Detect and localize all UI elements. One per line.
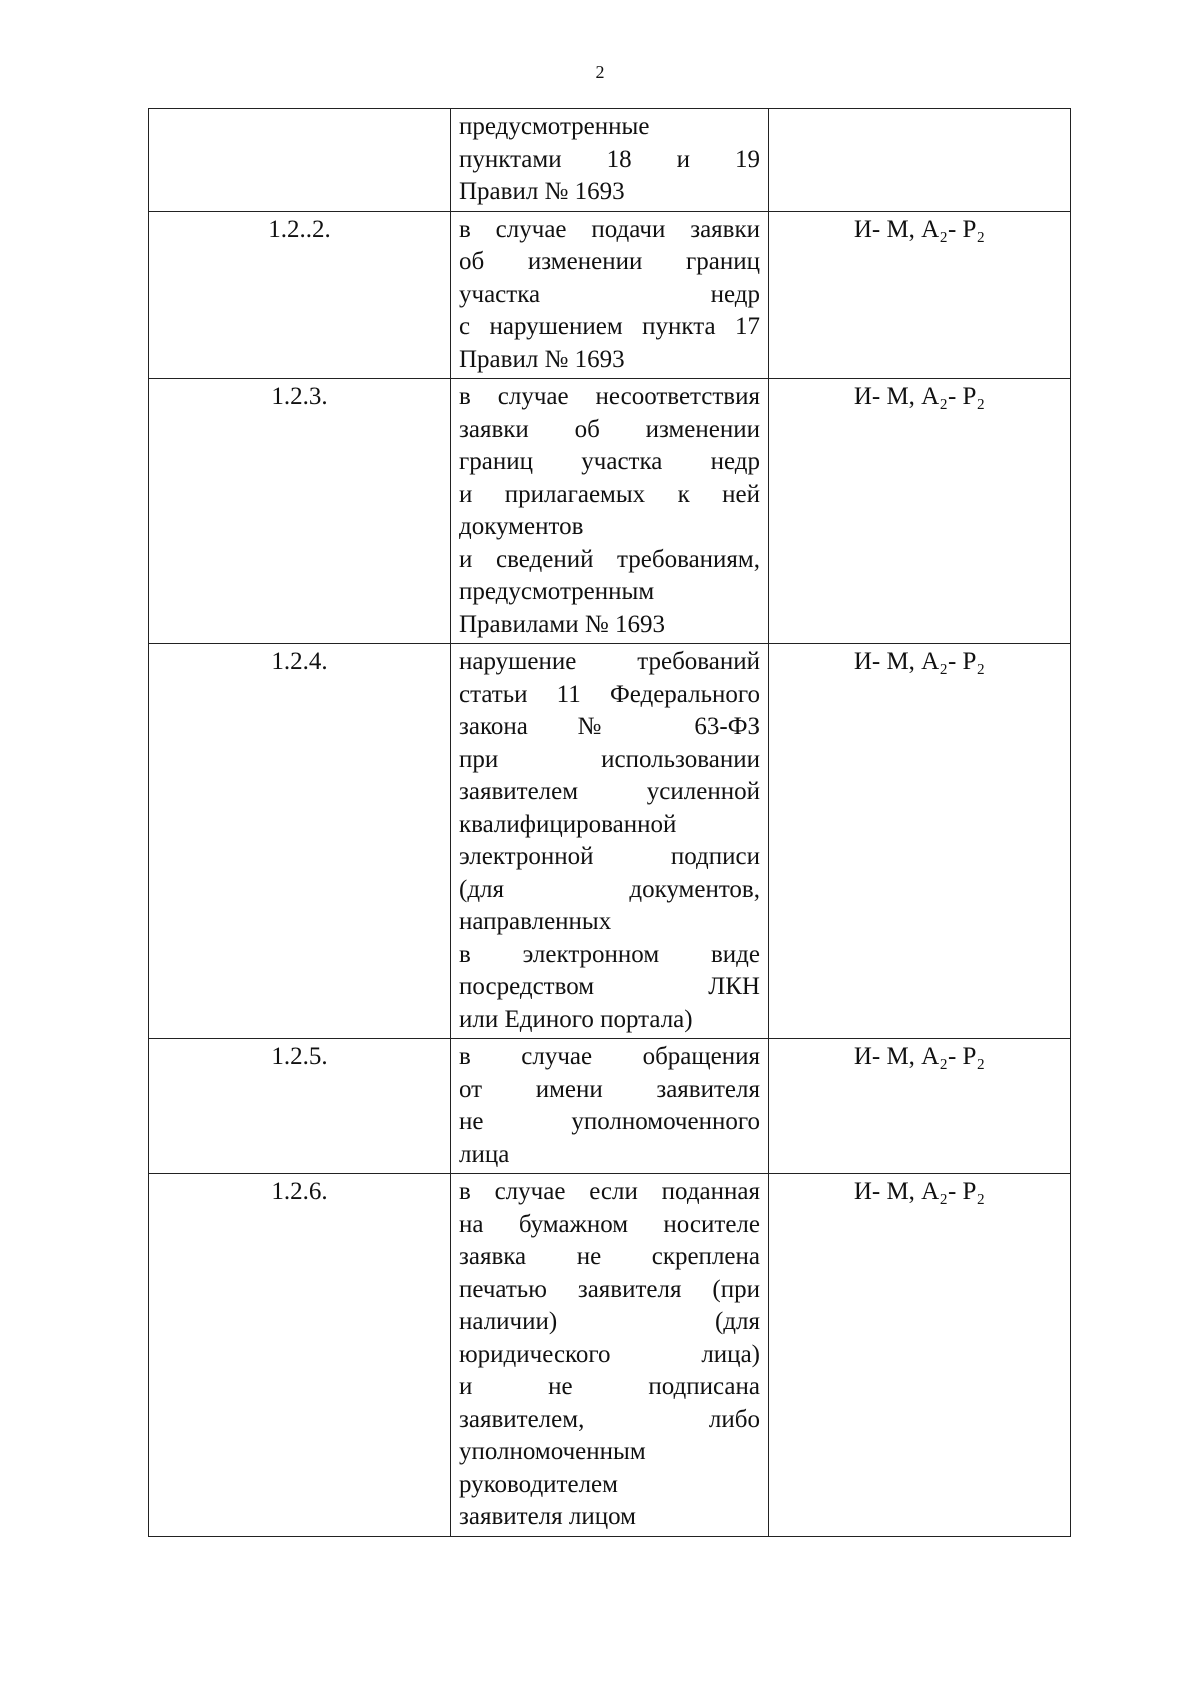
description-line: закона № 63-ФЗ — [459, 713, 760, 740]
description-line: нарушение требований — [459, 648, 760, 675]
description-line: от имени заявителя — [459, 1075, 760, 1103]
description-line: в электронном виде — [459, 940, 760, 968]
table-row — [149, 379, 1071, 644]
description-line: юридического лица) — [459, 1340, 760, 1368]
description-line: посредством ЛКН — [459, 973, 760, 1000]
description-line: и сведений требованиям, — [459, 545, 760, 573]
description-line: руководителем — [459, 1470, 618, 1498]
description-line: и не подписана — [459, 1373, 760, 1400]
description-line: Правил № 1693 — [459, 178, 625, 205]
description-line: наличии) (для — [459, 1308, 760, 1335]
code-cell: И- М, А₂- Р₂ — [769, 1174, 1071, 1537]
description-line: пунктами 18 и 19 — [459, 145, 760, 173]
description-line: участка недр — [459, 280, 760, 308]
table-row — [149, 644, 1071, 1039]
description-line: заявителем, либо — [459, 1405, 760, 1433]
description-cell — [451, 109, 769, 212]
description-line: Правилами № 1693 — [459, 610, 665, 638]
item-number-cell — [149, 109, 451, 212]
description-line: в случае несоответствия — [459, 383, 760, 410]
description-cell — [451, 379, 769, 644]
code-cell: И- М, А₂- Р₂ — [769, 379, 1071, 644]
description-line: в случае подачи заявки — [459, 215, 760, 243]
table-row — [149, 1039, 1071, 1174]
table-row — [149, 109, 1071, 212]
description-line: Правил № 1693 — [459, 345, 625, 373]
item-number-cell: 1.2.3. — [149, 379, 451, 644]
description-line: границ участка недр — [459, 448, 760, 475]
description-line: заявителя лицом — [459, 1503, 636, 1530]
description-line: предусмотренные — [459, 113, 650, 140]
description-line: (для документов, — [459, 875, 760, 903]
description-line: в случае обращения — [459, 1043, 760, 1070]
table-body — [149, 109, 1071, 1537]
description-line: документов — [459, 513, 584, 540]
description-line: печатью заявителя (при — [459, 1275, 760, 1303]
code-cell: И- М, А₂- Р₂ — [769, 211, 1071, 379]
description-cell — [451, 644, 769, 1039]
item-number-cell: 1.2..2. — [149, 211, 451, 379]
description-cell — [451, 1174, 769, 1537]
table-row — [149, 211, 1071, 379]
code-cell: И- М, А₂- Р₂ — [769, 644, 1071, 1039]
item-number-cell: 1.2.5. — [149, 1039, 451, 1174]
description-line: заявителем усиленной — [459, 778, 760, 805]
description-line: заявки об изменении — [459, 415, 760, 443]
description-line: при использовании — [459, 745, 760, 773]
item-number-cell: 1.2.4. — [149, 644, 451, 1039]
description-line: или Единого портала) — [459, 1005, 693, 1033]
table-row — [149, 1174, 1071, 1537]
item-number-cell: 1.2.6. — [149, 1174, 451, 1537]
description-line: заявка не скреплена — [459, 1243, 760, 1270]
description-cell — [451, 1039, 769, 1174]
description-line: в случае если поданная — [459, 1178, 760, 1205]
description-line: об изменении границ — [459, 248, 760, 275]
description-line: электронной подписи — [459, 843, 760, 870]
code-cell: И- М, А₂- Р₂ — [769, 1039, 1071, 1174]
description-line: предусмотренным — [459, 578, 655, 605]
description-line: с нарушением пункта 17 — [459, 313, 760, 340]
description-line: направленных — [459, 908, 612, 935]
page-number: 2 — [595, 62, 605, 82]
description-line: лица — [459, 1140, 510, 1168]
description-cell — [451, 211, 769, 379]
code-cell — [769, 109, 1071, 212]
description-line: на бумажном носителе — [459, 1210, 760, 1238]
description-line: квалифицированной — [459, 810, 677, 838]
description-line: и прилагаемых к ней — [459, 480, 760, 508]
description-line: статьи 11 Федерального — [459, 680, 760, 708]
description-line: уполномоченным — [459, 1438, 646, 1465]
description-line: не уполномоченного — [459, 1108, 760, 1135]
requirements-table — [148, 108, 1071, 1537]
